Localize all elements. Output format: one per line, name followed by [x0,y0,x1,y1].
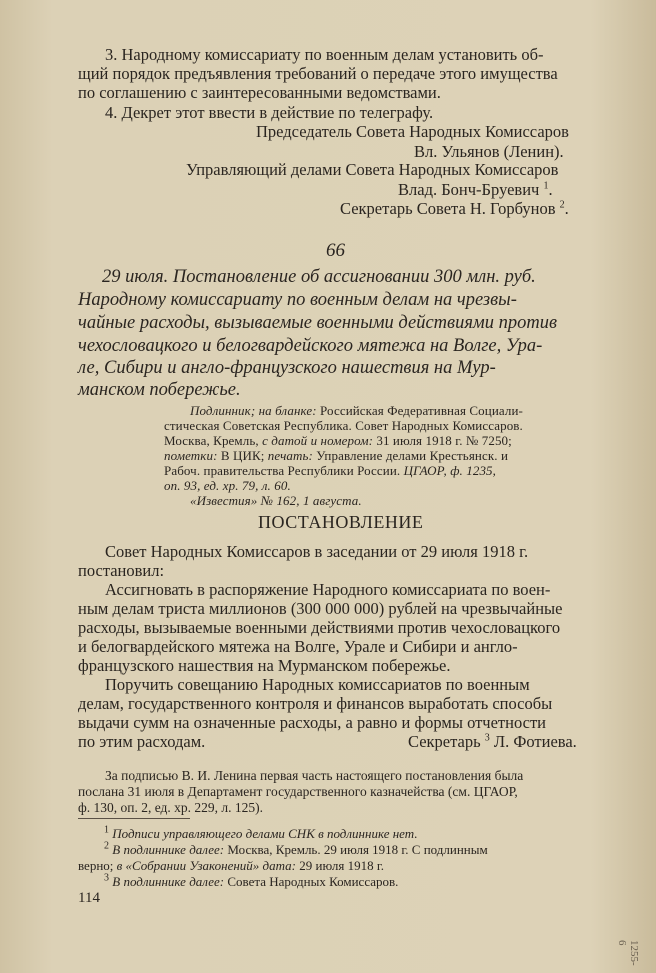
signature-manager-name: Влад. Бонч-Бруевич $^1$. [398,180,553,199]
footnote-3: $^3$ В подлиннике далее: Совета Народных Комиссаров. [104,872,399,889]
source-note-line-4: пометки: В ЦИК; печать: Управление делами Крестьянск. и [164,448,509,463]
page-number: 114 [78,890,100,906]
clause-3-line-1: 3. Народному комиссариату по военным делам установить об- [105,45,544,64]
footnote-divider [78,818,190,819]
body-p3-line-1: Поручить совещанию Народных комиссариатов по военным [105,675,530,694]
doc-title-line-6: манском побережье. [78,380,241,400]
source-note-line-1: Подлинник; на бланке: Российская Федеративная Социали- [190,403,523,418]
editorial-note-line-2: послана 31 июля в Департамент государственного казначейства (см. ЦГАОР, [78,784,518,799]
clause-3-line-3: по соглашению с заинтересованными ведомствами. [78,83,441,102]
source-note-line-3: Москва, Кремль, с датой и номером: 31 июля 1918 г. № 7250; [164,433,512,448]
body-p2-line-4: и белогвардейского мятежа на Волге, Урале и Сибири и англо- [78,637,518,656]
source-note-line-6: оп. 93, ед. хр. 79, л. 60. [164,478,291,493]
body-p1-line-1: Совет Народных Комиссаров в заседании от 29 июля 1918 г. [105,542,529,561]
section-heading: ПОСТАНОВЛЕНИЕ [258,512,424,532]
doc-title-line-5: ле, Сибири и англо-французского нашествия на Мур- [78,358,496,378]
signature-chairman-title: Председатель Совета Народных Комиссаров [256,122,569,141]
signature-chairman-name: Вл. Ульянов (Ленин). [414,142,564,161]
editorial-note-line-1: За подписью В. И. Ленина первая часть настоящего постановления была [105,768,524,783]
clause-3-line-2: щий порядок предъявления требований о передаче этого имущества [78,64,558,83]
clause-4: 4. Декрет этот ввести в действие по телеграфу. [105,103,434,122]
source-note-line-5: Рабоч. правительства Республики России. ЦГАОР, ф. 1235, [164,463,497,478]
editorial-note-line-3: ф. 130, оп. 2, ед. хр. 229, л. 125). [78,800,264,815]
body-p1-line-2: постановил: [78,561,165,580]
doc-title-line-3: чайные расходы, вызываемые военными действиями против [78,313,557,333]
document-number: 66 [326,240,345,261]
body-p2-line-2: ным делам триста миллионов (300 000 000) рублей на чрезвычайные [78,599,563,618]
doc-title-line-1: 29 июля. Постановление об ассигновании 300 млн. руб. [102,267,536,287]
body-signature: Секретарь $^3$ Л. Фотиева. [408,732,577,751]
footnote-2-line-2: верно; в «Собрании Узаконений» дата: 29 июля 1918 г. [78,858,384,873]
body-p2-line-1: Ассигновать в распоряжение Народного комиссариата по воен- [105,580,551,599]
doc-title-line-2: Народному комиссариату по военным делам на чрезвы- [78,290,517,310]
source-note-line-7: «Известия» № 162, 1 августа. [190,493,362,508]
body-p2-line-5: французского нашествия на Мурманском побережье. [78,656,451,675]
source-note-line-2: стическая Советская Республика. Совет Народных Комиссаров. [164,418,523,433]
doc-title-line-4: чехословацкого и белогвардейского мятежа на Волге, Ура- [78,336,543,356]
edge-mark: 1255-6 [616,940,640,966]
footnote-1: $^1$ Подписи управляющего делами СНК в подлиннике нет. [104,824,418,841]
body-p3-line-2: делам, государственного контроля и финансов выработать способы [78,694,553,713]
footnote-2-line-1: $^2$ В подлиннике далее: Москва, Кремль. 29 июля 1918 г. С подлинным [104,840,488,857]
signature-manager-title: Управляющий делами Совета Народных Комиссаров [186,160,559,179]
body-p2-line-3: расходы, вызываемые военными действиями против чехословацкого [78,618,561,637]
body-p3-line-4: по этим расходам. [78,732,206,751]
signature-secretary: Секретарь Совета Н. Горбунов $^2$. [340,199,569,218]
body-p3-line-3: выдачи сумм на означенные расходы, а равно и формы отчетности [78,713,546,732]
